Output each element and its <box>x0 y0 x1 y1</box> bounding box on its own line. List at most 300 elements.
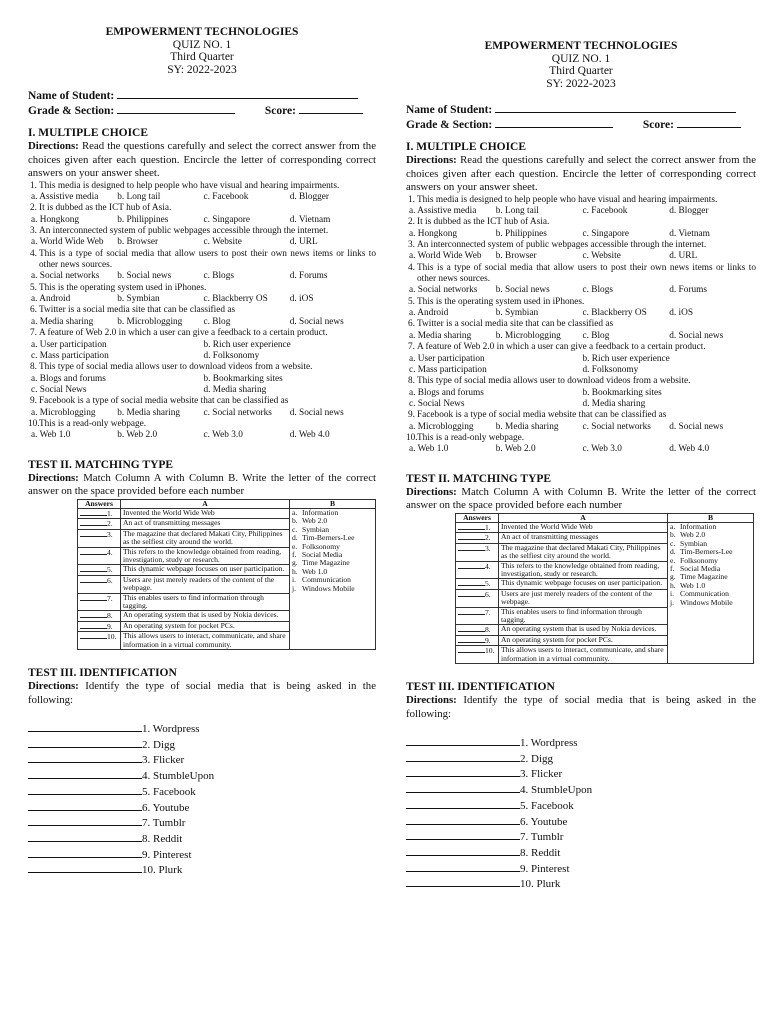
answer-choice[interactable]: c. Blogs <box>203 271 234 282</box>
directions-label: Directions: <box>28 140 79 152</box>
score-field[interactable] <box>677 117 741 128</box>
answer-blank[interactable] <box>406 798 520 809</box>
choice-letter: c. <box>670 538 676 548</box>
answer-choices <box>406 251 756 262</box>
answer-choice[interactable]: d. Forums <box>289 271 328 282</box>
question-number: 6. <box>30 305 37 316</box>
answer-choice[interactable]: c. Blackberry OS <box>582 308 647 319</box>
question-text: This is a read-only webpage. <box>417 432 525 443</box>
answer-choice[interactable]: a. Blogs and forums <box>409 387 484 398</box>
column-a-item: This enables users to find information through tagging. <box>499 607 668 625</box>
answer-choice[interactable]: d. Media sharing <box>203 384 267 395</box>
answer-choice[interactable]: d. iOS <box>669 308 694 319</box>
item-number: 3. <box>485 543 491 553</box>
answer-choice[interactable]: b. Microblogging <box>495 330 561 341</box>
question-text: This is a type of social media that allow users to post their own news items or links to other news sources. <box>417 262 756 285</box>
answer-choices <box>406 308 756 319</box>
answer-choices <box>28 215 376 226</box>
part2-directions <box>28 472 376 499</box>
identification-item <box>406 829 756 845</box>
answer-choice[interactable]: d. Media sharing <box>582 398 646 409</box>
answer-choice[interactable]: b. Media sharing <box>495 421 559 432</box>
question-text: A feature of Web 2.0 in which a user can give a feedback to a certain product. <box>39 328 328 339</box>
answer-choices <box>28 294 376 305</box>
answer-choices <box>28 340 376 363</box>
part3-directions <box>28 680 376 707</box>
answer-choice[interactable]: c. Website <box>203 237 242 248</box>
answer-choices <box>406 444 756 455</box>
answer-blank[interactable] <box>28 784 142 795</box>
choice-letter: b. <box>292 516 298 526</box>
score-label: Score: <box>264 105 296 117</box>
answer-choice[interactable]: d. Web 4.0 <box>289 430 330 441</box>
choice-text: Social Media <box>680 563 721 573</box>
quiz-number: QUIZ NO. 1 <box>551 52 611 65</box>
identification-item <box>406 751 756 767</box>
answer-choice[interactable]: b. Bookmarking sites <box>582 387 662 398</box>
answer-choice[interactable]: d. iOS <box>289 294 314 305</box>
question-item <box>406 376 756 387</box>
answer-blank[interactable] <box>80 509 107 516</box>
item-number: 2. <box>107 519 113 529</box>
identification-item <box>28 862 376 878</box>
question-text: This is the operating system used in iPhones. <box>417 296 585 307</box>
answer-blank[interactable] <box>28 737 142 748</box>
answer-choice[interactable]: b. Rich user experience <box>203 339 291 350</box>
choice-letter: g. <box>292 558 298 568</box>
directions-text: Read the questions carefully and select the correct answer from the choices given after each question. Encircle the letter of corresponding correct answers on your answer sheet. <box>28 140 376 179</box>
answer-blank[interactable] <box>28 800 142 811</box>
choice-text: Symbian <box>680 538 708 548</box>
answer-choice[interactable]: b. Browser <box>117 237 159 248</box>
choice-letter: a. <box>670 521 676 531</box>
question-number: 1. <box>30 180 37 191</box>
identification-label: 6. Youtube <box>142 801 190 814</box>
column-b-header: B <box>668 513 754 522</box>
student-name-field[interactable] <box>495 102 736 113</box>
column-b-list <box>670 523 751 607</box>
choice-letter: d. <box>292 533 298 543</box>
identification-item <box>28 831 376 847</box>
question-list <box>28 181 376 442</box>
answer-blank[interactable] <box>406 751 520 762</box>
question-text: An interconnected system of public webpages accessible through the internet. <box>417 239 707 250</box>
choice-letter: f. <box>670 563 675 573</box>
answer-choice[interactable]: d. URL <box>669 251 698 262</box>
answer-choice[interactable]: c. Blogs <box>582 285 613 296</box>
answer-blank[interactable] <box>406 814 520 825</box>
answer-blank[interactable] <box>80 594 107 601</box>
subject-title: EMPOWERMENT TECHNOLOGIES <box>105 26 299 38</box>
answer-choice[interactable]: c. Social networks <box>203 407 272 418</box>
directions-label: Directions: <box>406 154 457 166</box>
directions-label: Directions: <box>28 471 79 484</box>
directions-label: Directions: <box>406 694 457 707</box>
student-name-line <box>406 102 756 117</box>
choice-text: Web 1.0 <box>680 580 706 590</box>
choice-letter: h. <box>670 580 676 590</box>
answer-choice[interactable]: b. Media sharing <box>117 407 180 418</box>
answer-choice[interactable]: a. Android <box>409 308 449 319</box>
identification-item <box>406 782 756 798</box>
answer-choice[interactable]: c. Mass participation <box>31 350 109 361</box>
answer-choice[interactable]: b. Long tail <box>495 205 539 216</box>
student-name-line <box>28 88 376 103</box>
answer-blank[interactable] <box>28 847 142 858</box>
answer-cell <box>456 522 499 532</box>
column-a-item: This allows users to interact, communicate, and share information in a virtual community. <box>499 646 668 664</box>
answer-choice[interactable]: b. Social news <box>495 285 550 296</box>
question-text: Twitter is a social media site that can be classified as <box>39 305 236 316</box>
identification-label: 1. Wordpress <box>142 723 200 736</box>
grade-section-field[interactable] <box>117 103 235 114</box>
identification-item <box>28 721 376 737</box>
score-label: Score: <box>642 119 674 131</box>
column-a-item: This refers to the knowledge obtained from reading, investigation, study or research. <box>499 561 668 579</box>
choice-text: Information <box>680 521 717 531</box>
column-a-item: Users are just merely readers of the content of the webpage. <box>499 589 668 607</box>
item-number: 10. <box>107 632 117 642</box>
answer-choices <box>406 331 756 342</box>
identification-label: 7. Tumblr <box>142 817 186 830</box>
answer-blank[interactable] <box>28 862 142 873</box>
answer-choice[interactable]: a. Media sharing <box>409 330 472 341</box>
question-number: 10. <box>406 432 418 443</box>
answer-choice[interactable]: c. Social networks <box>582 421 651 432</box>
answer-choice[interactable]: c. Singapore <box>203 214 250 225</box>
answer-choice[interactable]: d. Folksonomy <box>582 364 639 375</box>
answer-choice[interactable]: b. Philippines <box>117 214 169 225</box>
answer-choice[interactable]: d. Social news <box>289 407 344 418</box>
identification-label: 9. Pinterest <box>520 862 570 875</box>
answer-blank[interactable] <box>406 876 520 887</box>
answer-choice[interactable]: d. Folksonomy <box>203 350 260 361</box>
answer-choice[interactable]: a. Hongkong <box>31 214 80 225</box>
item-number: 9. <box>107 621 113 631</box>
student-name-field[interactable] <box>117 88 358 99</box>
directions-label: Directions: <box>406 485 457 498</box>
answer-choices <box>406 285 756 296</box>
part3-directions <box>406 694 756 721</box>
answer-choice[interactable]: d. Vietnam <box>289 214 331 225</box>
item-number: 5. <box>485 579 491 589</box>
directions-label: Directions: <box>28 680 79 693</box>
answer-blank[interactable] <box>80 519 107 526</box>
answer-choice[interactable]: d. Social news <box>289 316 344 327</box>
answer-cell <box>456 543 499 561</box>
answer-choice[interactable]: a. Web 1.0 <box>409 444 449 455</box>
item-number: 9. <box>485 635 491 645</box>
question-item <box>28 283 376 294</box>
answer-cell <box>456 646 499 664</box>
answer-choice[interactable]: a. Assistive media <box>31 191 99 202</box>
answer-blank[interactable] <box>28 752 142 763</box>
answer-blank[interactable] <box>406 735 520 746</box>
answer-blank[interactable] <box>406 829 520 840</box>
answer-choice[interactable]: b. Symbian <box>495 308 539 319</box>
column-a-item: This enables users to find information through tagging. <box>121 593 290 611</box>
part1-title: I. MULTIPLE CHOICE <box>28 127 149 139</box>
answer-choice[interactable]: c. Blackberry OS <box>203 294 268 305</box>
answer-cell <box>78 632 121 650</box>
answer-blank[interactable] <box>80 530 107 537</box>
choice-letter: e. <box>292 541 298 551</box>
answer-choice[interactable]: c. Mass participation <box>409 364 487 375</box>
answer-choice[interactable]: d. Social news <box>669 330 724 341</box>
answer-blank[interactable] <box>80 576 107 583</box>
answer-blank[interactable] <box>458 533 485 540</box>
answer-blank[interactable] <box>80 611 107 618</box>
answer-choice[interactable]: d. Vietnam <box>669 228 710 239</box>
identification-label: 6. Youtube <box>520 815 568 828</box>
answer-blank[interactable] <box>80 622 107 629</box>
question-text: An interconnected system of public webpages accessible through the internet. <box>39 225 329 236</box>
answer-choice[interactable]: c. Blog <box>203 316 231 327</box>
answer-choice[interactable]: a. Blogs and forums <box>31 373 106 384</box>
answer-blank[interactable] <box>458 590 485 597</box>
answers-header: Answers <box>78 499 121 508</box>
choice-text: Information <box>302 507 339 517</box>
choice-text: Time Magazine <box>680 572 728 582</box>
answer-choice[interactable]: c. Web 3.0 <box>582 444 622 455</box>
answer-choice[interactable]: c. Social News <box>409 398 465 409</box>
identification-item <box>406 861 756 877</box>
identification-label: 1. Wordpress <box>520 737 578 750</box>
question-number: 9. <box>30 396 37 407</box>
answer-blank[interactable] <box>406 766 520 777</box>
answer-choices <box>28 374 376 397</box>
column-a-header: A <box>499 513 668 522</box>
score-field[interactable] <box>299 103 363 114</box>
answer-choice[interactable]: b. Philippines <box>495 228 547 239</box>
directions-text: Match Column A with Column B. Write the letter of the correct answer on the space provided before each number <box>28 471 376 498</box>
answer-blank[interactable] <box>80 565 107 572</box>
answer-choice[interactable]: a. Microblogging <box>409 421 474 432</box>
choice-letter: a. <box>292 507 298 517</box>
answer-choice[interactable]: c. Facebook <box>582 205 628 216</box>
answer-cell <box>456 533 499 543</box>
answer-cell <box>78 593 121 611</box>
identification-item <box>28 752 376 768</box>
question-number: 9. <box>408 410 415 421</box>
question-text: This is the operating system used in iPhones. <box>39 282 207 293</box>
answer-choice[interactable]: b. Long tail <box>117 191 161 202</box>
answer-choice[interactable]: c. Web 3.0 <box>203 430 243 441</box>
answer-choice[interactable]: c. Facebook <box>203 191 249 202</box>
question-text: Facebook is a type of social media website that can be classified as <box>39 396 289 407</box>
matching-table <box>455 513 754 665</box>
identification-label: 3. Flicker <box>142 754 185 767</box>
identification-item <box>406 876 756 892</box>
question-number: 8. <box>30 362 37 373</box>
answer-choices <box>28 192 376 203</box>
answer-cell <box>456 625 499 635</box>
answer-blank[interactable] <box>458 544 485 551</box>
choice-text: Folksonomy <box>680 555 718 565</box>
answer-choice[interactable]: d. Social news <box>669 421 724 432</box>
column-b-list <box>292 509 373 593</box>
answer-blank[interactable] <box>458 579 485 586</box>
question-number: 7. <box>408 342 415 353</box>
part3-title: TEST III. IDENTIFICATION <box>406 681 555 694</box>
answer-choice[interactable]: b. Rich user experience <box>582 353 670 364</box>
answer-choice[interactable]: d. Forums <box>669 285 707 296</box>
choice-text: Symbian <box>302 524 330 534</box>
answer-choice[interactable]: c. Website <box>582 251 621 262</box>
answer-choice[interactable]: b. Browser <box>495 251 537 262</box>
identification-item <box>406 735 756 751</box>
column-a-item: An act of transmitting messages <box>121 519 290 529</box>
column-a-item: This refers to the knowledge obtained from reading, investigation, study or research. <box>121 547 290 565</box>
question-number: 8. <box>408 376 415 387</box>
part1-title: I. MULTIPLE CHOICE <box>406 141 527 153</box>
column-b-cell <box>290 508 376 649</box>
answer-choice[interactable]: a. User participation <box>409 353 485 364</box>
identification-item <box>28 847 376 863</box>
identification-label: 10. Plurk <box>520 878 561 891</box>
identification-label: 2. Digg <box>142 738 175 751</box>
identification-item <box>28 815 376 831</box>
subject-title: EMPOWERMENT TECHNOLOGIES <box>484 40 678 52</box>
directions-text: Identify the type of social media that is being asked in the following: <box>406 694 757 720</box>
answer-choice[interactable]: d. URL <box>289 237 318 248</box>
choice-text: Time Magazine <box>302 558 350 568</box>
answer-choices <box>406 422 756 433</box>
answer-choice[interactable]: b. Bookmarking sites <box>203 373 283 384</box>
answer-choice[interactable]: a. Hongkong <box>409 228 458 239</box>
question-item <box>406 263 756 286</box>
choice-text: Communication <box>680 589 729 599</box>
identification-label: 8. Reddit <box>142 832 183 845</box>
answer-choice[interactable]: b. Microblogging <box>117 316 183 327</box>
column-b-cell <box>668 522 754 663</box>
question-item <box>406 240 756 251</box>
column-a-item: The magazine that declared Makati City, Philippines as the selfiest city around the world. <box>499 543 668 561</box>
directions-text: Match Column A with Column B. Write the letter of the correct answer on the space provided before each number <box>406 485 756 512</box>
item-number: 7. <box>107 593 113 603</box>
answer-choice[interactable]: a. Media sharing <box>31 316 94 327</box>
identification-item <box>406 845 756 861</box>
answer-choice[interactable]: d. Blogger <box>289 191 329 202</box>
question-text: This type of social media allows user to download videos from a website. <box>39 362 313 373</box>
answer-choice[interactable]: b. Symbian <box>117 294 160 305</box>
answer-choice[interactable]: a. Assistive media <box>409 205 477 216</box>
question-text: This media is designed to help people who have visual and hearing impairments. <box>417 194 718 205</box>
answer-blank[interactable] <box>458 646 485 653</box>
choice-letter: i. <box>292 575 297 585</box>
answer-choice[interactable]: d. Blogger <box>669 205 709 216</box>
answer-blank[interactable] <box>80 548 107 555</box>
answer-blank[interactable] <box>28 815 142 826</box>
answer-choice[interactable]: a. Web 1.0 <box>31 430 71 441</box>
answer-blank[interactable] <box>458 625 485 632</box>
answer-choice[interactable]: a. World Wide Web <box>31 237 104 248</box>
answer-blank[interactable] <box>28 831 142 842</box>
answer-choice[interactable]: d. Web 4.0 <box>669 444 710 455</box>
question-number: 7. <box>30 328 37 339</box>
choice-letter: j. <box>670 597 675 607</box>
answer-choices <box>406 229 756 240</box>
answer-choice[interactable]: b. Web 2.0 <box>495 444 536 455</box>
answer-blank[interactable] <box>80 632 107 639</box>
school-year: SY: 2022-2023 <box>167 63 237 76</box>
column-a-item: Invented the World Wide Web <box>121 508 290 518</box>
answer-choice[interactable]: a. Social networks <box>31 271 100 282</box>
column-a-item: An act of transmitting messages <box>499 533 668 543</box>
answer-blank[interactable] <box>406 861 520 872</box>
identification-item <box>406 798 756 814</box>
answer-cell <box>456 607 499 625</box>
choice-letter: f. <box>292 549 297 559</box>
choice-letter: j. <box>292 583 297 593</box>
identification-item <box>28 768 376 784</box>
question-number: 4. <box>408 262 415 273</box>
answer-choice[interactable]: b. Social news <box>117 271 172 282</box>
question-item <box>28 226 376 237</box>
quiz-header <box>406 40 756 90</box>
answer-choice[interactable]: c. Blog <box>582 330 610 341</box>
part2-title: TEST II. MATCHING TYPE <box>406 472 552 485</box>
answer-choices <box>28 430 376 441</box>
column-b-item <box>670 599 751 607</box>
identification-label: 4. StumbleUpon <box>142 770 215 783</box>
question-item <box>28 419 376 430</box>
item-number: 5. <box>107 565 113 575</box>
column-b-header: B <box>290 499 376 508</box>
part1-directions <box>28 140 376 181</box>
question-item <box>406 410 756 421</box>
answer-blank[interactable] <box>28 721 142 732</box>
answer-choice[interactable]: a. Android <box>31 294 71 305</box>
answers-header: Answers <box>456 513 499 522</box>
answer-cell <box>456 579 499 589</box>
grade-score-line <box>28 103 376 118</box>
answer-blank[interactable] <box>458 608 485 615</box>
quiz-number: QUIZ NO. 1 <box>172 38 232 51</box>
column-a-item: This dynamic webpage focuses on user participation. <box>499 579 668 589</box>
answer-blank[interactable] <box>406 845 520 856</box>
quiz-page-right <box>406 40 756 892</box>
answer-blank[interactable] <box>458 636 485 643</box>
answer-blank[interactable] <box>458 562 485 569</box>
table-row <box>78 508 376 518</box>
matching-table <box>77 499 376 651</box>
answer-choice[interactable]: a. Social networks <box>409 285 478 296</box>
answer-blank[interactable] <box>406 782 520 793</box>
item-number: 8. <box>107 611 113 621</box>
answer-choice[interactable]: a. User participation <box>31 339 107 350</box>
choice-text: Web 1.0 <box>302 566 328 576</box>
item-number: 6. <box>107 575 113 585</box>
answer-blank[interactable] <box>28 768 142 779</box>
choice-letter: h. <box>292 566 298 576</box>
question-text: Twitter is a social media site that can be classified as <box>417 319 614 330</box>
directions-text: Read the questions carefully and select the correct answer from the choices given after each question. Encircle the letter of corresponding correct answers on your answer sheet. <box>406 154 756 193</box>
answer-blank[interactable] <box>458 523 485 530</box>
question-number: 6. <box>408 319 415 330</box>
answer-choice[interactable]: a. Microblogging <box>31 407 96 418</box>
grade-section-field[interactable] <box>495 117 613 128</box>
item-number: 3. <box>107 529 113 539</box>
choice-letter: d. <box>670 547 676 557</box>
answer-choice[interactable]: c. Social News <box>31 384 87 395</box>
answer-choice[interactable]: a. World Wide Web <box>409 251 482 262</box>
question-list <box>406 195 756 456</box>
answer-choice[interactable]: b. Web 2.0 <box>117 430 158 441</box>
school-year: SY: 2022-2023 <box>546 77 616 90</box>
answer-choice[interactable]: c. Singapore <box>582 228 629 239</box>
identification-item <box>28 784 376 800</box>
